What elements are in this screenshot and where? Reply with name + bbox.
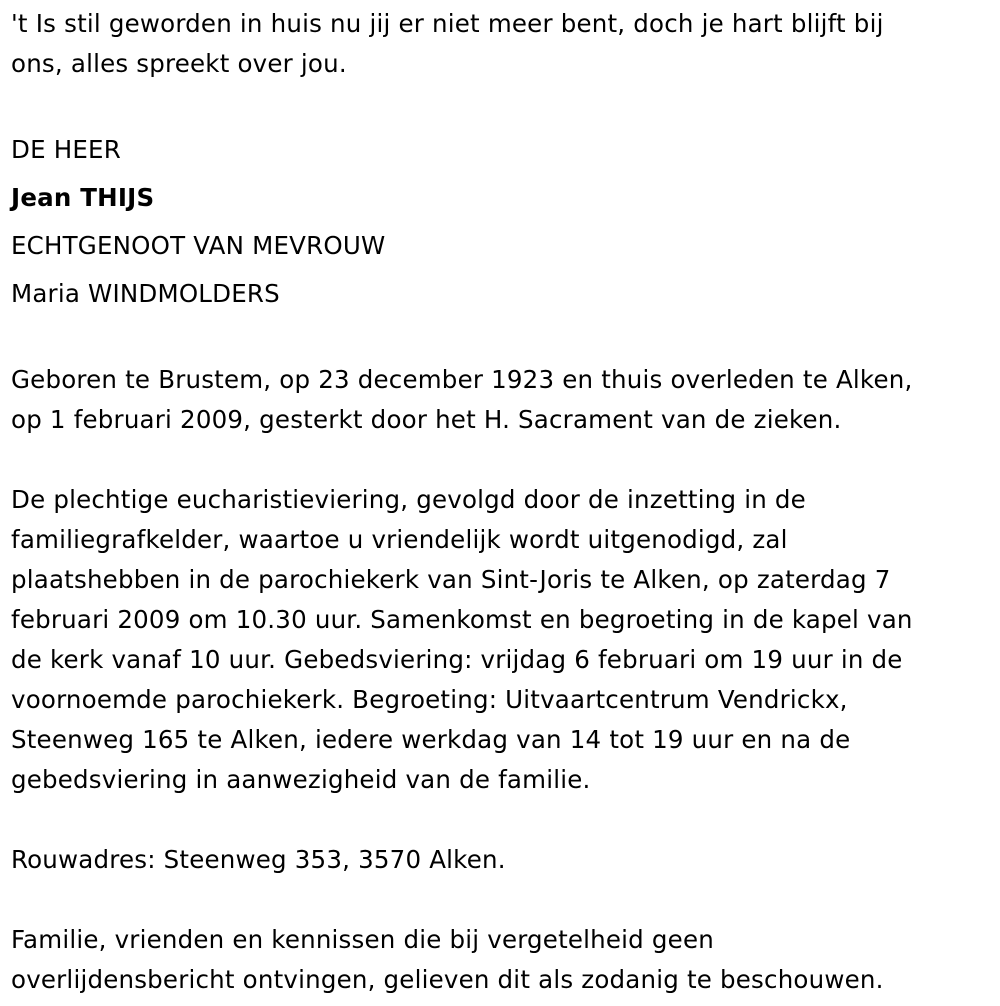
- ceremony-line: februari 2009 om 10.30 uur. Samenkomst en begroeting in de kapel van: [11, 605, 913, 634]
- deceased-relation: ECHTGENOOT VAN MEVROUW: [11, 231, 386, 260]
- spacer: [11, 320, 983, 360]
- ceremony-line: plaatshebben in de parochiekerk van Sint-Joris te Alken, op zaterdag 7: [11, 565, 891, 594]
- ceremony-line: Steenweg 165 te Alken, iedere werkdag van 14 tot 19 uur en na de: [11, 725, 851, 754]
- birth-death-line: Geboren te Brustem, op 23 december 1923 en thuis overleden te Alken,: [11, 365, 913, 394]
- intro-line: ons, alles spreekt over jou.: [11, 49, 347, 78]
- ceremony-line: de kerk vanaf 10 uur. Gebedsviering: vrijdag 6 februari om 19 uur in de: [11, 645, 903, 674]
- closing-line: Familie, vrienden en kennissen die bij vergetelheid geen: [11, 925, 714, 954]
- birth-death-line: op 1 februari 2009, gesterkt door het H. Sacrament van de zieken.: [11, 405, 842, 434]
- obituary-notice: [11, 4, 983, 1000]
- mourning-address: [11, 840, 983, 880]
- closing-paragraph: [11, 920, 983, 1000]
- intro-line: 't Is stil geworden in huis nu jij er niet meer bent, doch je hart blijft bij: [11, 9, 884, 38]
- spacer: [11, 880, 983, 920]
- ceremony-line: gebedsviering in aanwezigheid van de familie.: [11, 765, 591, 794]
- birth-death-paragraph: [11, 360, 983, 440]
- spacer: [11, 800, 983, 840]
- deceased-name: Jean THIJS: [11, 183, 155, 212]
- deceased-title: DE HEER: [11, 135, 121, 164]
- spouse-name: Maria WINDMOLDERS: [11, 279, 280, 308]
- closing-line: overlijdensbericht ontvingen, gelieven dit als zodanig te beschouwen.: [11, 965, 884, 994]
- spacer: [11, 84, 983, 124]
- ceremony-line: De plechtige eucharistieviering, gevolgd door de inzetting in de: [11, 485, 806, 514]
- ceremony-line: voornoemde parochiekerk. Begroeting: Uitvaartcentrum Vendrickx,: [11, 685, 848, 714]
- ceremony-paragraph: [11, 480, 983, 800]
- deceased-block: [11, 126, 983, 318]
- intro-verse: [11, 4, 983, 84]
- ceremony-line: familiegrafkelder, waartoe u vriendelijk wordt uitgenodigd, zal: [11, 525, 788, 554]
- mourning-address-text: Rouwadres: Steenweg 353, 3570 Alken.: [11, 845, 506, 874]
- spacer: [11, 440, 983, 480]
